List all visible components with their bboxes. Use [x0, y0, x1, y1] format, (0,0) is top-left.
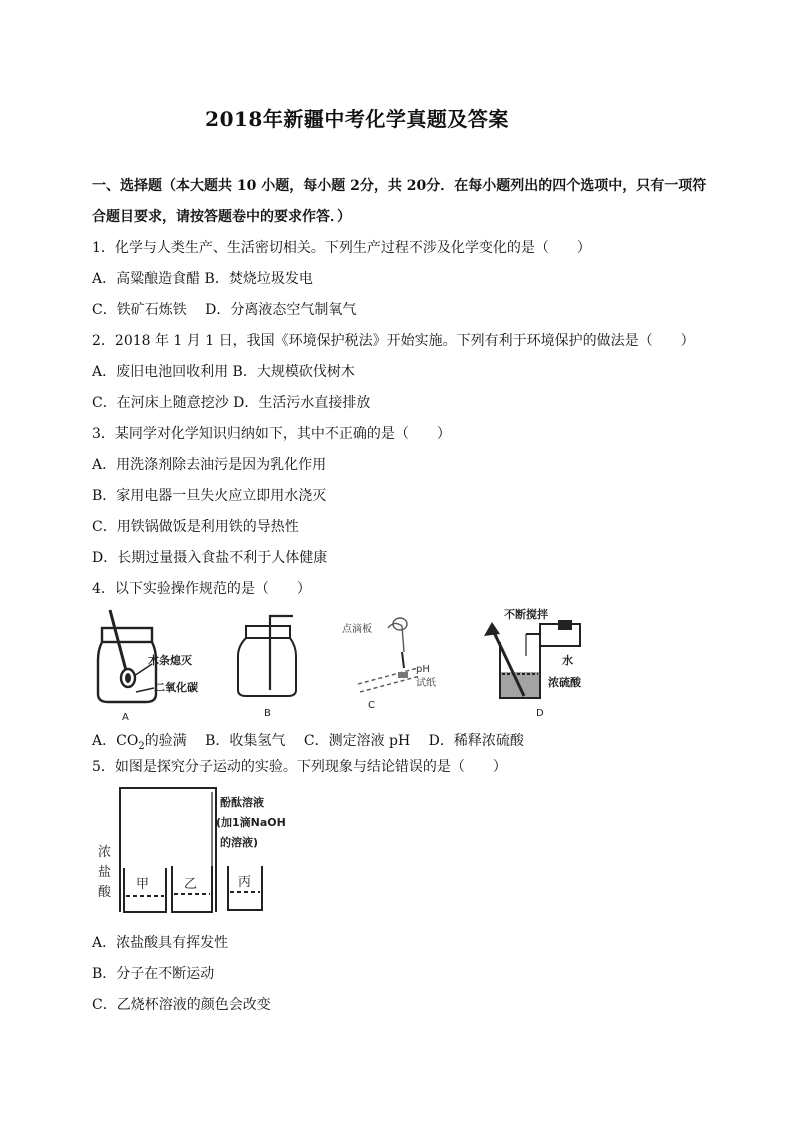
q3-option-a: A．用洗涤剂除去油污是因为乳化作用 [92, 457, 327, 473]
q5-label-left1: 浓 [98, 845, 112, 860]
q5-figure [92, 784, 322, 926]
beaker-jia-label: 甲 [136, 877, 150, 892]
q4-options-rest: 的验满 B．收集氢气 C．测定溶液 pH D．稀释浓硫酸 [144, 733, 524, 749]
q3-stem: 3．某同学对化学知识归纳如下，其中不正确的是（ ） [92, 426, 451, 442]
section-heading-line2: 合题目要求，请按答题卷中的要求作答．） [92, 209, 351, 225]
figure-c-label-ph: pH [416, 664, 430, 675]
q5-label-left3: 酸 [98, 885, 112, 900]
q5-label-left2: 盐 [98, 865, 112, 880]
q5-option-a: A．浓盐酸具有挥发性 [92, 935, 229, 951]
q5-option-c: C．乙烧杯溶液的颜色会改变 [92, 997, 271, 1013]
figure-b-letter: B [264, 708, 271, 719]
beaker-bing [212, 792, 262, 910]
figure-b-jar [238, 616, 296, 696]
q5-label-solution: 的溶液) [220, 836, 259, 849]
q5-label-naoh: (加1滴NaOH [216, 816, 286, 829]
figure-d-letter: D [536, 708, 544, 719]
section-heading-line1: 一、选择题（本大题共 10 小题，每小题 2分，共 20分．在每小题列出的四个选项中，只有一项符 [92, 178, 707, 194]
page-title: 2018年新疆中考化学真题及答案 [205, 107, 509, 131]
large-beaker-cover [120, 788, 216, 912]
q4-stem: 4．以下实验操作规范的是（ ） [92, 581, 311, 597]
figure-d-label-stir: 不断搅拌 [504, 608, 548, 621]
figure-d-label-acid: 浓硫酸 [548, 676, 581, 689]
q4-option-a-subscript: 2 [138, 740, 145, 752]
beaker-bing-label: 丙 [238, 875, 252, 890]
q5-option-b: B．分子在不断运动 [92, 966, 215, 982]
q3-option-b: B．家用电器一旦失火应立即用水浇灭 [92, 488, 327, 504]
q2-options-ab: A．废旧电池回收利用 B．大规模砍伐树木 [92, 364, 355, 380]
figure-d-label-water: 水 [562, 654, 573, 667]
beaker-yi-label: 乙 [184, 877, 198, 892]
figure-c-label-plate: 点滴板 [342, 624, 372, 635]
figure-c-letter: C [368, 700, 375, 711]
q1-options-ab: A．高粱酿造食醋 B．焚烧垃圾发电 [92, 271, 313, 287]
figure-a-label-co2: 二氧化碳 [154, 681, 198, 694]
figure-a-label-splint: 木条熄灭 [148, 654, 192, 667]
figure-c-label-paper: 试纸 [416, 678, 436, 689]
q1-options-cd: C．铁矿石炼铁 D．分离液态空气制氧气 [92, 302, 357, 318]
q2-stem: 2．2018 年 1 月 1 日，我国《环境保护税法》开始实施。下列有利于环境保护的做法是（ ） [92, 333, 695, 349]
q1-stem: 1．化学与人类生产、生活密切相关。下列生产过程不涉及化学变化的是（ ） [92, 240, 591, 256]
q5-stem: 5．如图是探究分子运动的实验。下列现象与结论错误的是（ ） [92, 759, 507, 775]
q3-option-d: D．长期过量摄入食盐不利于人体健康 [92, 550, 328, 566]
figure-a-letter: A [122, 712, 129, 723]
q5-label-phenolphthalein: 酚酞溶液 [220, 796, 264, 809]
q3-option-c: C．用铁锅做饭是利用铁的导热性 [92, 519, 299, 535]
q4-option-a-pre: A．CO [92, 733, 139, 749]
q4-figure [88, 606, 593, 724]
q2-options-cd: C．在河床上随意挖沙 D．生活污水直接排放 [92, 395, 371, 411]
q4-options [92, 731, 524, 757]
